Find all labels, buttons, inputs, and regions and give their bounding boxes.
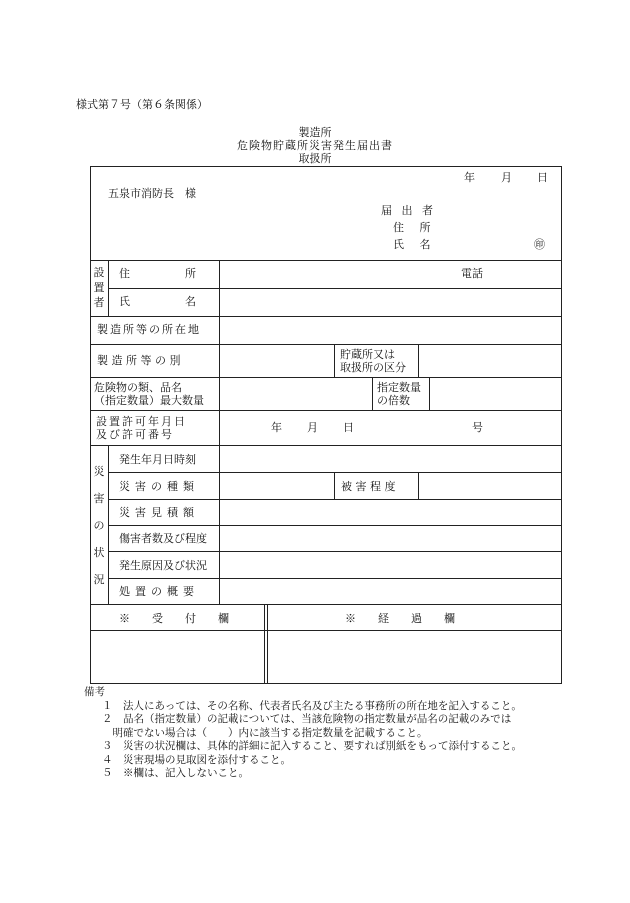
damage-degree-label: 被 害 程 度 (341, 480, 396, 493)
permit-month-label: 月 (307, 421, 318, 434)
installer-group-label: 設置者 (93, 266, 105, 309)
progress-column-header: ※ 経 過 欄 (345, 612, 455, 625)
permit-year-label: 年 (271, 421, 282, 434)
installer-phone-label: 電話 (461, 267, 483, 280)
disaster-group-label: 災害の状況 (93, 465, 105, 586)
notes-section (84, 686, 588, 781)
disaster-item-cause: 発生原因及び状況 (119, 559, 207, 572)
disaster-item-occurrence: 発生年月日時刻 (119, 453, 196, 466)
installer-address-label: 住 所 (119, 267, 196, 280)
note-item: １ 法人にあっては、その名称、代表者氏名及び主たる事務所の所在地を記入すること。 (102, 699, 522, 712)
notifier-name-label: 氏 名 (393, 238, 437, 251)
title-line-top: 製造所 (298, 126, 332, 139)
form-number: 様式第７号（第６条関係） (76, 98, 208, 111)
receipt-column-header: ※ 受 付 欄 (119, 612, 229, 625)
hazmat-label: 危険物の類、品名 （指定数量）最大数量 (94, 381, 204, 407)
location-label: 製造所等の所在地 (97, 323, 201, 336)
note-item: ３ 災害の状況欄は、具体的詳細に記入すること、要すれば別紙をもって添付すること。 (102, 740, 522, 752)
permit-day-label: 日 (343, 421, 354, 434)
page-title: 危険物貯蔵所災害発生届出書 (237, 139, 393, 152)
date-year-label: 年 (464, 171, 475, 184)
notes-heading: 備考 (84, 686, 105, 698)
seal-mark: ㊞ (534, 238, 545, 251)
notifier-address-label: 住 所 (393, 221, 437, 234)
installer-name-label: 氏 名 (119, 295, 196, 308)
title-line-bottom: 取扱所 (298, 152, 332, 165)
addressee: 五泉市消防長 様 (108, 187, 196, 200)
note-item: ２ 品名（指定数量）の記載については、当該危険物の指定数量が品名の記載のみでは (102, 713, 512, 725)
date-day-label: 日 (537, 171, 548, 184)
note-item: ５ ※欄は、記入しないこと。 (102, 767, 249, 779)
note-item: 明確でない場合は（ ）内に該当する指定数量を記載すること。 (102, 726, 428, 739)
permit-label: 設置許可年月日 及び許可番号 (96, 415, 187, 441)
note-item: ４ 災害現場の見取図を添付すること。 (102, 753, 291, 766)
disaster-item-casualties: 傷害者数及び程度 (119, 532, 207, 545)
disaster-item-measures: 処置の概要 (119, 585, 199, 598)
facility-type-label: 製 造 所 等 の 別 (97, 354, 181, 367)
notifier-label: 届 出 者 (381, 204, 436, 217)
permit-number-label: 号 (472, 421, 483, 434)
multiple-label: 指定数量 の倍数 (377, 381, 421, 407)
storage-category-label: 貯蔵所又は 取扱所の区分 (340, 348, 406, 374)
disaster-item-type: 災害の種類 (119, 480, 199, 493)
date-month-label: 月 (501, 171, 512, 184)
disaster-item-estimate: 災害見積額 (119, 506, 199, 519)
